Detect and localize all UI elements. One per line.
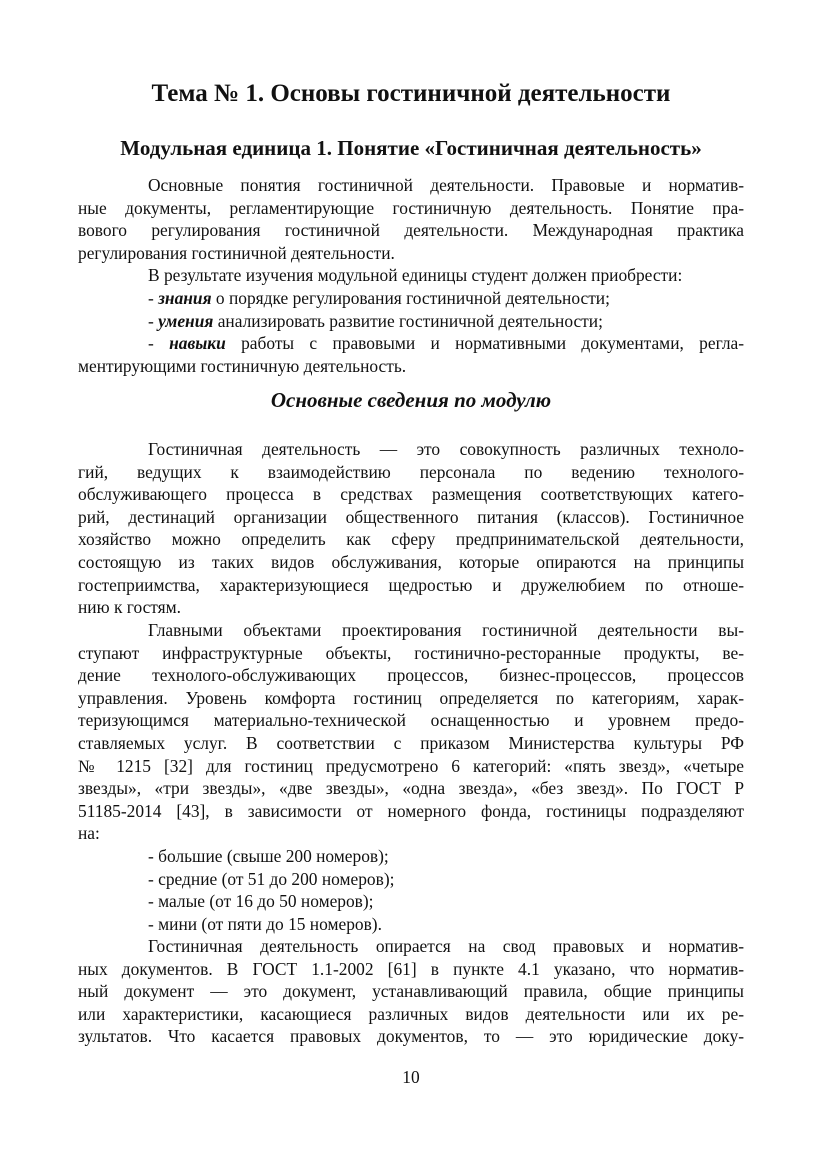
paragraph-line: Гостиничная деятельность опирается на свод правовых и норматив- xyxy=(148,936,744,956)
paragraph-line: дение технолого-обслуживающих процессов, бизнес-процессов, процессов xyxy=(78,665,744,686)
result-line: В результате изучения модульной единицы студент должен приобрести: xyxy=(148,265,683,286)
abilities-continuation: ментирующими гостиничную деятельность. xyxy=(78,355,407,376)
list-item: - мини (от пяти до 15 номеров). xyxy=(148,913,382,934)
module-title: Модульная единица 1. Понятие «Гостиничная деятельность» xyxy=(120,136,702,160)
knowledge-item: - знания о порядке регулирования гостиничной деятельности; xyxy=(148,287,610,308)
list-item: - средние (от 51 до 200 номеров); xyxy=(148,868,395,889)
paragraph-line: управления. Уровень комфорта гостиниц определяется по категориям, харак- xyxy=(78,687,744,708)
paragraph-line: состоящую из таких видов обслуживания, которые опираются на принципы xyxy=(78,551,744,572)
paragraph-2 xyxy=(78,619,744,845)
paragraph-3 xyxy=(78,935,744,1048)
paragraph-line: 51185-2014 [43], в зависимости от номерного фонда, гостиницы подразделяют xyxy=(78,800,744,821)
paragraph-line: зультатов. Что касается правовых документов, то — это юридические доку- xyxy=(78,1026,744,1047)
paragraph-line: № 1215 [32] для гостиниц предусмотрено 6 категорий: «пять звезд», «четыре xyxy=(78,755,744,776)
list-item: - малые (от 16 до 50 номеров); xyxy=(148,891,374,912)
intro-block xyxy=(78,174,744,377)
paragraph-line: Гостиничная деятельность — это совокупность различных техноло- xyxy=(148,439,744,459)
paragraph-line: ставляемых услуг. В соответствии с приказом Министерства культуры РФ xyxy=(78,732,744,753)
paragraph-line: гостеприимства, характеризующиеся щедростью и дружелюбием по отноше- xyxy=(78,574,744,595)
abilities-item: - навыки работы с правовыми и нормативными документами, регла- xyxy=(148,333,745,354)
paragraph-line: ный документ — это документ, устанавливающий правила, общие принципы xyxy=(78,981,744,1002)
skills-item: - умения анализировать развитие гостиничной деятельности; xyxy=(148,310,603,331)
intro-line: регулирования гостиничной деятельности. xyxy=(78,242,395,263)
paragraph-line: ных документов. В ГОСТ 1.1-2002 [61] в пункте 4.1 указано, что норматив- xyxy=(78,958,744,979)
paragraph-line: обслуживающего процесса в средствах размещения соответствующих катего- xyxy=(78,484,744,505)
paragraph-1 xyxy=(78,438,744,619)
hotel-size-list xyxy=(78,845,744,935)
paragraph-line: рий, дестинаций организации общественного питания (классов). Гостиничное xyxy=(78,506,744,527)
paragraph-line: гий, ведущих к взаимодействию персонала по ведению технолого- xyxy=(78,461,744,482)
page-number: 10 xyxy=(402,1067,420,1087)
paragraph-line: на: xyxy=(78,823,100,844)
abilities-term: навыки xyxy=(169,333,226,354)
list-item: - большие (свыше 200 номеров); xyxy=(148,846,389,866)
topic-title: Тема № 1. Основы гостиничной деятельности xyxy=(151,80,671,107)
paragraph-line: теризующимся материально-технической оснащенностью и уровнем предо- xyxy=(78,710,744,731)
paragraph-line: хозяйство можно определить как сферу предпринимательской деятельности, xyxy=(78,529,744,550)
paragraph-line: звезды», «три звезды», «две звезды», «одна звезда», «без звезд». По ГОСТ Р xyxy=(78,778,744,799)
intro-line: вового регулирования гостиничной деятельности. Международная практика xyxy=(78,220,744,241)
paragraph-line: ступают инфраструктурные объекты, гостинично-ресторанные продукты, ве- xyxy=(78,642,744,663)
paragraph-line: Главными объектами проектирования гостиничной деятельности вы- xyxy=(148,620,744,640)
intro-line: Основные понятия гостиничной деятельности. Правовые и норматив- xyxy=(148,175,744,195)
intro-line: ные документы, регламентирующие гостиничную деятельность. Понятие пра- xyxy=(78,197,744,218)
paragraph-line: или характеристики, касающиеся различных видов деятельности или их ре- xyxy=(78,1003,744,1024)
skills-term: умения xyxy=(158,310,214,331)
section-title: Основные сведения по модулю xyxy=(270,388,552,412)
paragraph-line: нию к гостям. xyxy=(78,597,182,618)
knowledge-term: знания xyxy=(158,287,212,308)
